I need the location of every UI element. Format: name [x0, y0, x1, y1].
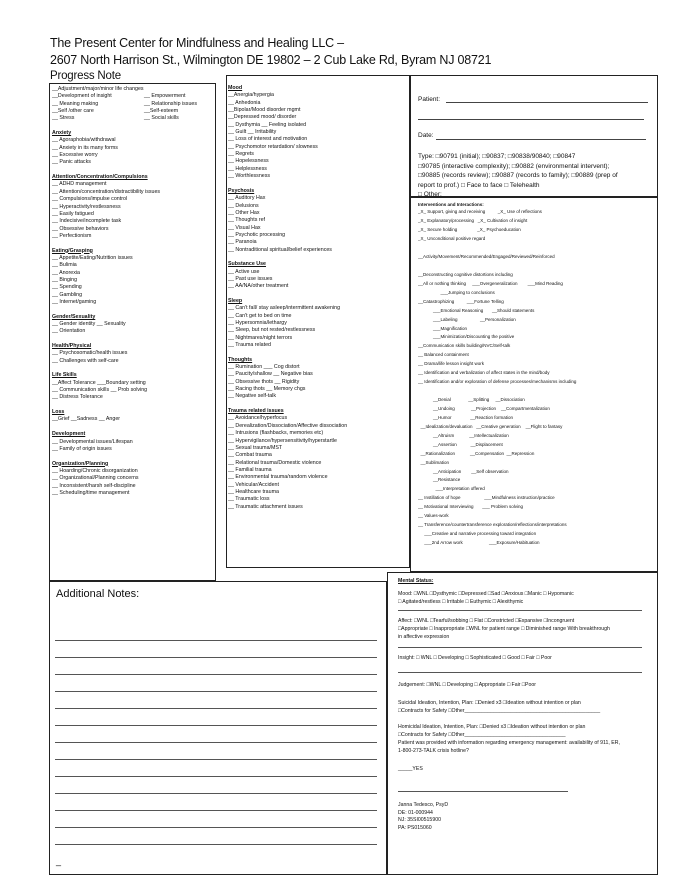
note-line[interactable] — [55, 827, 377, 828]
checklist-item[interactable]: __ Traumatic loss — [228, 496, 270, 503]
checklist-item[interactable]: __ Nightmares/night terrors — [228, 334, 293, 341]
intervention-item[interactable]: __ Instillation of hope ___Mindfulness instruction/practice — [418, 495, 555, 501]
checklist-item[interactable]: __ Panic attacks — [52, 159, 91, 166]
checklist-item[interactable]: __ Meaning making — [52, 100, 99, 107]
top-row — [52, 86, 214, 93]
section-title: Life Skills — [52, 372, 77, 379]
checklist-item[interactable]: __ Gambling — [52, 291, 83, 298]
checklist-item[interactable]: __ Anorexia — [52, 269, 80, 276]
spacer — [228, 180, 408, 187]
top-row — [52, 101, 214, 108]
intervention-item[interactable]: _X_ Secure holding _X_ Psychoeducation — [418, 227, 521, 233]
patient-field[interactable] — [446, 102, 648, 103]
checklist-item[interactable]: __ Other Hax — [228, 209, 260, 216]
clinic-name: The Present Center for Mindfulness and Healing LLC – — [50, 36, 344, 50]
intervention-item[interactable]: __Catastrophizing ___Fortune Telling — [418, 298, 504, 304]
checklist-item[interactable]: __ Psychomotor retardation/ slowness — [228, 143, 318, 150]
intervention-item[interactable]: ___Interpretation offered — [418, 486, 485, 492]
intervention-item[interactable]: ___Magnification — [418, 325, 468, 331]
intervention-item[interactable]: ___Creative and narrative processing toward integration — [418, 531, 537, 537]
checklist-item[interactable]: __ Communication skills __ Prob solving — [52, 387, 148, 394]
checklist-item[interactable]: __ Hoarding/Chronic disorganization — [52, 467, 138, 474]
patient-label: Patient: — [418, 96, 441, 103]
checklist-item[interactable]: __ Environmental trauma/random violence — [228, 474, 328, 481]
checklist-item[interactable]: __ Indecisive/incomplete task — [52, 218, 122, 225]
note-line[interactable] — [55, 657, 377, 658]
form-title: Progress Note — [50, 70, 121, 82]
notes-title: Additional Notes: — [56, 588, 140, 600]
checklist-item[interactable]: __Depressed mood/ disorder — [228, 114, 297, 121]
checklist-item[interactable]: __ Inconsistent/harsh self-discipline — [52, 482, 136, 489]
checklist-item[interactable]: __ Nontraditional spiritual/belief experiences — [228, 246, 332, 253]
intervention-item[interactable] — [418, 261, 658, 270]
date-label: Date: — [418, 132, 434, 139]
intervention-item[interactable]: __All or nothing thinking ___Overgeneralization ___Mind Reading — [418, 280, 563, 286]
spacer — [52, 402, 214, 409]
checklist-item[interactable]: __ Appetite/Eating/Nutrition issues — [52, 254, 133, 261]
checklist-item[interactable]: __ Psychosomatic/health issues — [52, 350, 128, 357]
spacer — [52, 424, 214, 431]
intervention-item[interactable]: __ Identification and/or exploration of defense processes/mechanisms including — [418, 379, 577, 385]
note-line[interactable] — [55, 793, 377, 794]
mental-status: Mental Status: Mood: □WNL □Dysthymic □Depressed □Sad □Anxious □Manic □ Hypomanic □ Agitated/restless □ Irritable □ Euthymic □ Alexithymic Affect: □WNL □Tearful/sobbing □ Flat □Constricted □Expansive □Incongruent □Appropriate □ Inappropriate □WNL for patient range □ Diminished range With breakthrough in affective expression Insight: □ WNL □ Developing □ Sophisticated □ Good □ Fair □ Poor Judgement: □WNL □ Developing □ Appropriate □ Fair □Poor Suicidal Ideation, Intention, Plan: □Denied x3 □Ideation without intention or plan □Contracts for Safety □Other_______________________________________________ Homicidal Ideation, Intention, Plan: □Denied x3 □Ideation without intention or plan □Contracts for Safety □Other___________________________________ Patient was provided with information regarding emergency management: availability of 911, ER, 1-800-273-TALK crisis hotline? _____YES Janna Tedesco, PsyD DE: 01-000944 NJ: 35SI00515900 PA: PS015060 — [398, 577, 654, 832]
checklist-item[interactable]: __ Thoughts ref — [228, 217, 266, 224]
spacer — [228, 349, 408, 356]
checklist-item[interactable]: __ Negative self-talk — [228, 393, 276, 400]
note-line[interactable] — [55, 691, 377, 692]
checklist-item[interactable]: __ Traumatic attachment issues — [228, 503, 303, 510]
intervention-item[interactable]: __ Transference/countertransference exploration/reflections/interpretations — [418, 522, 567, 528]
col2-checklist — [228, 85, 408, 511]
checklist-item[interactable]: __ Dysthymia __ Feeling isolated — [228, 121, 307, 128]
intervention-item[interactable] — [418, 243, 658, 252]
intervention-item[interactable]: __Humor __Reaction formation — [418, 414, 514, 420]
checklist-item[interactable]: __ Relational trauma/Domestic violence — [228, 459, 322, 466]
note-line[interactable] — [55, 810, 377, 811]
note-line[interactable] — [55, 640, 377, 641]
checklist-item[interactable]: __ Combat trauma — [228, 452, 272, 459]
checklist-item[interactable]: __ Bulimia — [52, 262, 77, 269]
section-title: Mood — [228, 85, 243, 91]
notes-box — [49, 581, 387, 875]
intervention-item[interactable]: __Communication skills building/NVC/Self-talk — [418, 343, 511, 349]
spacer — [52, 167, 214, 174]
intervention-item[interactable]: _X_ Unconditional positive regard — [418, 236, 486, 242]
checklist-item[interactable]: __ Trauma related — [228, 342, 271, 349]
checklist-item[interactable]: __ Avoidance/hyperfocus — [228, 415, 288, 422]
checklist-item[interactable]: __ Compulsions/impulse control — [52, 196, 128, 203]
checklist-item[interactable]: __ Racing thots __ Memory chgs — [228, 386, 306, 393]
intervention-item[interactable]: _X_ Explanatory/processing _X_ Cultivation of insight — [418, 218, 528, 224]
checklist-item[interactable]: __ Visual Hax — [228, 224, 261, 231]
checklist-item[interactable]: __ Organizational/Planning concerns — [52, 475, 139, 482]
section-title: Anxiety — [52, 130, 72, 137]
checklist-item[interactable]: __ Hyperactivity/restlessness — [52, 203, 121, 210]
checklist-item[interactable]: __Affect Tolerance ___Boundary setting — [52, 379, 146, 386]
checklist-item[interactable]: __ Regrets — [228, 151, 254, 158]
section-title: Development — [52, 431, 86, 438]
checklist-item[interactable]: __ Sleep, but not rested/restlessness — [228, 327, 316, 334]
checklist-item[interactable]: __ Vehicular/Accident — [228, 481, 279, 488]
checklist-item[interactable]: __ Helplessness — [228, 165, 267, 172]
checklist-item[interactable]: __ Spending — [52, 284, 82, 291]
checklist-item[interactable]: __ Derealization/Dissociation/Affective dissociation — [228, 422, 348, 429]
section-title: Attention/Concentration/Compulsions — [52, 174, 148, 181]
section-title: Health/Physical — [52, 343, 92, 350]
intervention-item[interactable]: __Resistance — [418, 477, 461, 483]
checklist-item[interactable]: __ Excessive worry — [52, 152, 98, 159]
section-title: Sleep — [228, 297, 243, 304]
top-row — [52, 115, 214, 122]
checklist-item[interactable]: __ Paucity/shallow __ Negative bias — [228, 371, 313, 378]
spacer — [52, 453, 214, 460]
checklist-item[interactable]: __ Empowerment — [144, 93, 186, 100]
top-row — [52, 108, 214, 115]
checklist-item[interactable]: __ Delusions — [228, 202, 259, 209]
section-title: Thoughts — [228, 356, 253, 363]
checklist-item[interactable]: __ Healthcare trauma — [228, 488, 279, 495]
intervention-item[interactable]: __ Motivational Interviewing ___ Problem solving — [418, 504, 524, 510]
intervention-item[interactable]: ___Jumping to conclusions — [418, 289, 495, 295]
checklist-item[interactable]: __ Rumination ___ Cog distort — [228, 364, 300, 371]
notes-dash: _ — [56, 856, 62, 866]
clinic-address: 2607 North Harrison St., Wilmington DE 19802 – 2 Cub Lake Rd, Byram NJ 08721 — [50, 53, 492, 67]
intervention-item[interactable]: __Rationalization __Compensation __Repression — [418, 450, 535, 456]
checklist-item[interactable]: __ Developmental issues/Lifespan — [52, 438, 133, 445]
checklist-item[interactable]: __Bipolar/Mood disorder mgmt — [228, 107, 301, 114]
intervention-item[interactable]: __Sublimation — [418, 459, 450, 465]
checklist-item[interactable]: __ Scheduling/time management — [52, 489, 130, 496]
spacer — [52, 240, 214, 247]
checklist-item[interactable]: __ Guilt __ Irritability — [228, 129, 277, 136]
intervention-item[interactable]: __Undoing __Projection __Compartmentalization — [418, 405, 550, 411]
checklist-item[interactable]: __ Paranoia — [228, 239, 257, 246]
checklist-item[interactable]: __ Attention/concentration/distractibility issues — [52, 188, 161, 195]
checklist-item[interactable]: __ Stress — [52, 115, 75, 122]
checklist-item[interactable]: __ Worthlessness — [228, 173, 271, 180]
checklist-item[interactable]: __Self /other care — [52, 108, 94, 115]
checklist-item[interactable]: __ Gender identity __ Sexuality — [52, 321, 126, 327]
note-line[interactable] — [55, 725, 377, 726]
checklist-item[interactable]: __ Psychotic processing — [228, 231, 286, 238]
section-title: Trauma related issues — [228, 408, 284, 415]
intervention-item[interactable]: ___2nd Arrow work ___Exposure/Habituation — [418, 540, 540, 546]
checklist-item[interactable]: __ Anhedonia — [228, 99, 261, 106]
spacer — [228, 291, 408, 298]
checklist-item[interactable]: __ Hypersomnia/lethargy — [228, 320, 287, 326]
checklist-item[interactable]: __ Familial trauma — [228, 466, 272, 473]
checklist-item[interactable]: __Self-esteem — [144, 108, 179, 115]
note-line[interactable] — [55, 759, 377, 760]
checklist-item[interactable]: __ Perfectionism — [52, 232, 92, 239]
checklist-item[interactable]: __ Internet/gaming — [52, 298, 97, 305]
checklist-item[interactable]: __ Binging — [52, 276, 78, 283]
section-title: Organization/Planning — [52, 460, 109, 467]
checklist-item[interactable]: __ Social skills — [144, 115, 179, 122]
note-line[interactable] — [55, 742, 377, 743]
intervention-item[interactable]: __Anticipation __Self observation — [418, 468, 509, 474]
section-title: Substance Use — [228, 261, 266, 268]
intervention-item[interactable]: __Denial __Splitting __Dissociation — [418, 397, 525, 403]
section-title: Eating/Grasping — [52, 247, 93, 254]
checklist-item[interactable]: __ Obsessive behaviors — [52, 225, 109, 232]
note-line[interactable] — [55, 776, 377, 777]
checklist-item[interactable]: __ Orientation — [52, 328, 86, 335]
intervention-item[interactable]: ___Emotional Reasoning __Should statements — [418, 307, 535, 313]
patient-field-2[interactable] — [418, 119, 644, 120]
checklist-item[interactable]: __ Challenges with self-care — [52, 357, 119, 364]
intervention-item[interactable]: ___Labeling __Personalization — [418, 316, 516, 322]
checklist-item[interactable]: __ Easily fatigued — [52, 210, 94, 217]
date-field[interactable] — [436, 139, 646, 140]
intervention-item[interactable]: __Activity/Movement/Recommended/Engaged/Reviewed/Reinforced — [418, 254, 555, 260]
intervention-item[interactable]: __ Values-work — [418, 513, 449, 519]
checklist-item[interactable]: __ Agoraphobia/withdrawal — [52, 137, 116, 144]
note-line[interactable] — [55, 708, 377, 709]
checklist-item[interactable]: __Anergia/hypergia — [228, 92, 274, 99]
intervention-item[interactable]: __ Balanced containment — [418, 352, 469, 358]
intervention-item[interactable]: ___Minimization/Discounting the positive — [418, 334, 515, 340]
checklist-item[interactable]: __Development of insight — [52, 93, 112, 100]
section-title: Loss — [52, 409, 65, 416]
intervention-item[interactable]: __ Identification and verbalization of affect states in the mind/body — [418, 370, 550, 376]
checklist-item[interactable]: __ Loss of interest and motivation — [228, 136, 308, 143]
visit-type: Type: □90791 (initial); □90837; □90838/90840; □90847 □90785 (interactive complexity); □90882 (environmental intervent); □90885 (records review); □90887 (records to family); □90889 (prep of report to prof.) □ Face to face □ Telehealth □ Other: — [418, 153, 618, 198]
checklist-item[interactable]: __Grief __Sadness __ Anger — [52, 416, 121, 423]
checklist-item[interactable]: __ Anxiety in its many forms — [52, 144, 118, 151]
checklist-item[interactable]: __ Obsessive thots __ Rigidity — [228, 378, 300, 385]
intervention-item[interactable]: _X_ Support, giving and receiving _X_ Use of reflections — [418, 209, 542, 215]
checklist-item[interactable]: __ ADHD management — [52, 181, 107, 188]
checklist-item[interactable]: __ AA/NA/other treatment — [228, 283, 289, 290]
col1-checklist — [52, 86, 214, 497]
checklist-item[interactable]: __ Sexual trauma/MST — [228, 444, 283, 451]
intervention-item[interactable]: __Altruism __Intellectualization — [418, 432, 509, 438]
checklist-item[interactable]: __ Can't get to bed on time — [228, 312, 292, 319]
intervention-item[interactable]: __Assertion __Displacement — [418, 441, 503, 447]
top-row — [52, 93, 214, 100]
section-title: Gender/Sexuality — [52, 313, 96, 320]
interventions-list — [418, 200, 658, 547]
intervention-item[interactable]: __Idealization/devaluation __Creative generation __Flight to fantasy — [418, 423, 563, 429]
checklist-item[interactable]: __ Relationship issues — [144, 100, 197, 107]
note-line[interactable] — [55, 844, 377, 845]
checklist-item[interactable]: __ Intrusions (flashbacks, memories etc) — [228, 430, 324, 437]
checklist-item[interactable]: __Adjustment/major/minor life changes — [52, 86, 144, 92]
spacer — [228, 401, 408, 408]
checklist-item[interactable]: __ Past use issues — [228, 275, 273, 282]
note-line[interactable] — [55, 674, 377, 675]
spacer — [52, 336, 214, 343]
checklist-item[interactable]: __ Active use — [228, 268, 260, 275]
spacer — [52, 365, 214, 372]
checklist-item[interactable]: __ Hypervigilance/hypersensitivity/hyperstartle — [228, 437, 337, 444]
interventions-title: Interventions and Interactions: — [418, 202, 484, 207]
checklist-item[interactable]: __ Can't fall/ stay asleep/intermittent awakening — [228, 305, 341, 312]
intervention-item[interactable] — [418, 386, 658, 395]
spacer — [52, 123, 214, 130]
spacer — [228, 254, 408, 261]
checklist-item[interactable]: __ Family of origin issues — [52, 445, 112, 452]
intervention-item[interactable]: __Deconstructing cognitive distortions including — [418, 271, 513, 277]
checklist-item[interactable]: __ Auditory Hax — [228, 195, 266, 202]
intervention-item[interactable]: __ Drama/life lesson insight work — [418, 361, 485, 367]
spacer — [52, 306, 214, 313]
checklist-item[interactable]: __ Hopelessness — [228, 158, 269, 165]
section-title: Psychosis — [228, 187, 255, 194]
checklist-item[interactable]: __ Distress Tolerance — [52, 394, 103, 401]
